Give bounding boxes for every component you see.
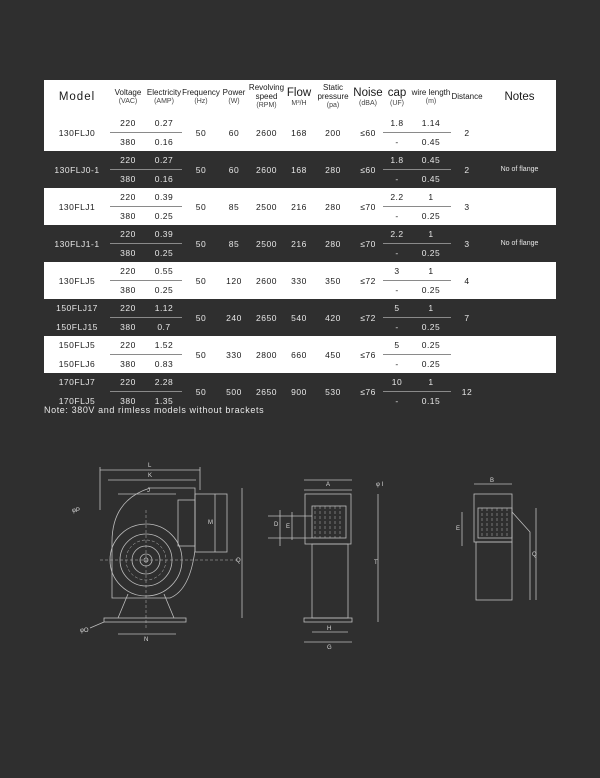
voltage-cell: 220 <box>110 114 146 133</box>
spec-table <box>44 80 556 410</box>
pressure-cell: 200 <box>313 114 353 151</box>
model-cell: 130FLJ0-1 <box>44 151 110 188</box>
footnote: Note: 380V and rimless models without brackets <box>44 405 265 415</box>
noise-cell: ≤72 <box>353 299 383 336</box>
wire-length-cell: 1 <box>411 262 451 281</box>
current-cell: 0.16 <box>146 170 182 189</box>
side-label-e: E <box>286 524 291 530</box>
side-label-a: A <box>326 482 331 488</box>
cap-cell: - <box>383 244 411 263</box>
distance-cell: 7 <box>451 299 483 336</box>
col-notes: Notes <box>483 80 556 114</box>
speed-cell: 2500 <box>248 188 285 225</box>
current-cell: 0.7 <box>146 318 182 337</box>
current-cell: 0.25 <box>146 244 182 263</box>
pressure-cell: 280 <box>313 225 353 262</box>
power-cell: 120 <box>220 262 248 299</box>
front-view-drawing <box>72 463 242 643</box>
flow-cell: 216 <box>285 188 313 225</box>
col-speed: Revolving speed (RPM) <box>248 80 285 114</box>
pressure-cell: 450 <box>313 336 353 373</box>
col-flow: Flow M³/H <box>285 80 313 114</box>
cap-cell: - <box>383 318 411 337</box>
noise-cell: ≤60 <box>353 151 383 188</box>
wire-length-cell: 0.45 <box>411 170 451 189</box>
wire-length-cell: 0.25 <box>411 281 451 300</box>
speed-cell: 2600 <box>248 262 285 299</box>
wire-length-cell: 0.15 <box>411 392 451 411</box>
cap-cell: 2.2 <box>383 225 411 244</box>
current-cell: 0.25 <box>146 281 182 300</box>
table-row <box>44 336 556 355</box>
col-electricity: Electricity (AMP) <box>146 80 182 114</box>
model-cell: 130FLJ0 <box>44 114 110 151</box>
frequency-cell: 50 <box>182 373 220 410</box>
voltage-cell: 380 <box>110 355 146 374</box>
current-cell: 1.35 <box>146 392 182 411</box>
rear-label-q: Q <box>532 552 537 558</box>
note-cell: No of flange <box>483 225 556 262</box>
flow-cell: 168 <box>285 151 313 188</box>
side-label-h: H <box>327 626 332 632</box>
voltage-cell: 380 <box>110 207 146 226</box>
distance-cell <box>451 336 483 373</box>
wire-length-cell: 1 <box>411 188 451 207</box>
current-cell: 0.83 <box>146 355 182 374</box>
current-cell: 0.16 <box>146 133 182 152</box>
col-frequency: Frequency (Hz) <box>182 80 220 114</box>
cap-cell: - <box>383 170 411 189</box>
pressure-cell: 530 <box>313 373 353 410</box>
current-cell: 0.27 <box>146 151 182 170</box>
voltage-cell: 220 <box>110 225 146 244</box>
voltage-cell: 220 <box>110 373 146 392</box>
power-cell: 330 <box>220 336 248 373</box>
rear-view-drawing <box>456 478 537 600</box>
frequency-cell: 50 <box>182 114 220 151</box>
current-cell: 1.12 <box>146 299 182 318</box>
col-voltage: Voltage (VAC) <box>110 80 146 114</box>
distance-cell: 4 <box>451 262 483 299</box>
voltage-cell: 380 <box>110 281 146 300</box>
voltage-cell: 380 <box>110 392 146 411</box>
header-row <box>44 80 556 114</box>
distance-cell: 3 <box>451 225 483 262</box>
power-cell: 85 <box>220 225 248 262</box>
voltage-cell: 380 <box>110 244 146 263</box>
current-cell: 1.52 <box>146 336 182 355</box>
power-cell: 85 <box>220 188 248 225</box>
frequency-cell: 50 <box>182 299 220 336</box>
note-cell <box>483 262 556 299</box>
wire-length-cell: 0.25 <box>411 244 451 263</box>
table-row <box>44 373 556 392</box>
col-power: Power (W) <box>220 80 248 114</box>
spec-table-body <box>44 114 556 410</box>
model-cell: 150FLJ5 <box>44 336 110 355</box>
front-label-k: K <box>148 473 153 479</box>
table-row <box>44 188 556 207</box>
power-cell: 500 <box>220 373 248 410</box>
voltage-cell: 220 <box>110 188 146 207</box>
flow-cell: 330 <box>285 262 313 299</box>
current-cell: 0.55 <box>146 262 182 281</box>
note-cell <box>483 114 556 151</box>
flow-cell: 216 <box>285 225 313 262</box>
frequency-cell: 50 <box>182 336 220 373</box>
distance-cell: 2 <box>451 114 483 151</box>
front-label-q: Q <box>236 558 241 564</box>
model-cell: 150FLJ15 <box>44 318 110 337</box>
cap-cell: 3 <box>383 262 411 281</box>
cap-cell: - <box>383 392 411 411</box>
wire-length-cell: 1 <box>411 225 451 244</box>
speed-cell: 2800 <box>248 336 285 373</box>
table-row <box>44 299 556 318</box>
voltage-cell: 220 <box>110 336 146 355</box>
pressure-cell: 420 <box>313 299 353 336</box>
note-cell <box>483 299 556 336</box>
side-label-d: D <box>274 522 279 528</box>
table-row <box>44 262 556 281</box>
flow-cell: 540 <box>285 299 313 336</box>
rear-label-b: B <box>490 478 495 484</box>
pressure-cell: 350 <box>313 262 353 299</box>
speed-cell: 2600 <box>248 114 285 151</box>
frequency-cell: 50 <box>182 151 220 188</box>
noise-cell: ≤60 <box>353 114 383 151</box>
wire-length-cell: 0.25 <box>411 207 451 226</box>
cap-cell: - <box>383 355 411 374</box>
wire-length-cell: 0.25 <box>411 318 451 337</box>
cap-cell: 5 <box>383 336 411 355</box>
noise-cell: ≤76 <box>353 336 383 373</box>
pressure-cell: 280 <box>313 188 353 225</box>
side-view-drawing <box>268 480 384 650</box>
model-cell: 170FLJ7 <box>44 373 110 392</box>
dimension-drawings <box>0 450 600 650</box>
wire-length-cell: 1.14 <box>411 114 451 133</box>
front-label-o: φO <box>80 628 89 634</box>
noise-cell: ≤70 <box>353 225 383 262</box>
current-cell: 0.25 <box>146 207 182 226</box>
noise-cell: ≤72 <box>353 262 383 299</box>
note-cell <box>483 336 556 373</box>
front-label-n: N <box>144 637 149 643</box>
current-cell: 2.28 <box>146 373 182 392</box>
current-cell: 0.39 <box>146 225 182 244</box>
model-cell: 170FLJ5 <box>44 392 110 411</box>
cap-cell: - <box>383 207 411 226</box>
cap-cell: - <box>383 281 411 300</box>
speed-cell: 2650 <box>248 373 285 410</box>
voltage-cell: 220 <box>110 299 146 318</box>
note-cell <box>483 373 556 410</box>
front-label-j: J <box>147 488 150 494</box>
model-cell: 130FLJ5 <box>44 262 110 299</box>
voltage-cell: 380 <box>110 133 146 152</box>
flow-cell: 900 <box>285 373 313 410</box>
col-noise: Noise (dBA) <box>353 80 383 114</box>
frequency-cell: 50 <box>182 262 220 299</box>
wire-length-cell: 0.45 <box>411 151 451 170</box>
flow-cell: 168 <box>285 114 313 151</box>
voltage-cell: 220 <box>110 262 146 281</box>
table-row <box>44 225 556 244</box>
wire-length-cell: 0.25 <box>411 336 451 355</box>
model-cell: 130FLJ1-1 <box>44 225 110 262</box>
table-row <box>44 114 556 133</box>
col-model: Model <box>44 80 110 114</box>
wire-length-cell: 0.45 <box>411 133 451 152</box>
cap-cell: 10 <box>383 373 411 392</box>
voltage-cell: 220 <box>110 151 146 170</box>
frequency-cell: 50 <box>182 225 220 262</box>
side-label-g: G <box>327 645 332 650</box>
table-row <box>44 151 556 170</box>
noise-cell: ≤76 <box>353 373 383 410</box>
cap-cell: - <box>383 133 411 152</box>
model-cell: 150FLJ17 <box>44 299 110 318</box>
side-label-t: T <box>374 560 378 566</box>
col-pressure: Static pressure (pa) <box>313 80 353 114</box>
cap-cell: 1.8 <box>383 114 411 133</box>
voltage-cell: 380 <box>110 318 146 337</box>
flow-cell: 660 <box>285 336 313 373</box>
voltage-cell: 380 <box>110 170 146 189</box>
distance-cell: 2 <box>451 151 483 188</box>
col-cap: cap (UF) <box>383 80 411 114</box>
power-cell: 60 <box>220 151 248 188</box>
model-cell: 150FLJ6 <box>44 355 110 374</box>
wire-length-cell: 1 <box>411 299 451 318</box>
frequency-cell: 50 <box>182 188 220 225</box>
pressure-cell: 280 <box>313 151 353 188</box>
speed-cell: 2650 <box>248 299 285 336</box>
note-cell <box>483 188 556 225</box>
note-cell: No of flange <box>483 151 556 188</box>
power-cell: 60 <box>220 114 248 151</box>
front-label-p: φP <box>72 508 80 514</box>
side-label-i: φ I <box>376 482 384 488</box>
current-cell: 0.27 <box>146 114 182 133</box>
distance-cell: 12 <box>451 373 483 410</box>
cap-cell: 2.2 <box>383 188 411 207</box>
noise-cell: ≤70 <box>353 188 383 225</box>
wire-length-cell: 0.25 <box>411 355 451 374</box>
front-label-l: L <box>148 463 152 469</box>
cap-cell: 5 <box>383 299 411 318</box>
col-wire-length: wire length (m) <box>411 80 451 114</box>
front-label-m: M <box>208 520 213 526</box>
distance-cell: 3 <box>451 188 483 225</box>
col-distance: Distance <box>451 80 483 114</box>
speed-cell: 2500 <box>248 225 285 262</box>
power-cell: 240 <box>220 299 248 336</box>
rear-label-e: E <box>456 526 461 532</box>
model-cell: 130FLJ1 <box>44 188 110 225</box>
cap-cell: 1.8 <box>383 151 411 170</box>
wire-length-cell: 1 <box>411 373 451 392</box>
speed-cell: 2600 <box>248 151 285 188</box>
current-cell: 0.39 <box>146 188 182 207</box>
